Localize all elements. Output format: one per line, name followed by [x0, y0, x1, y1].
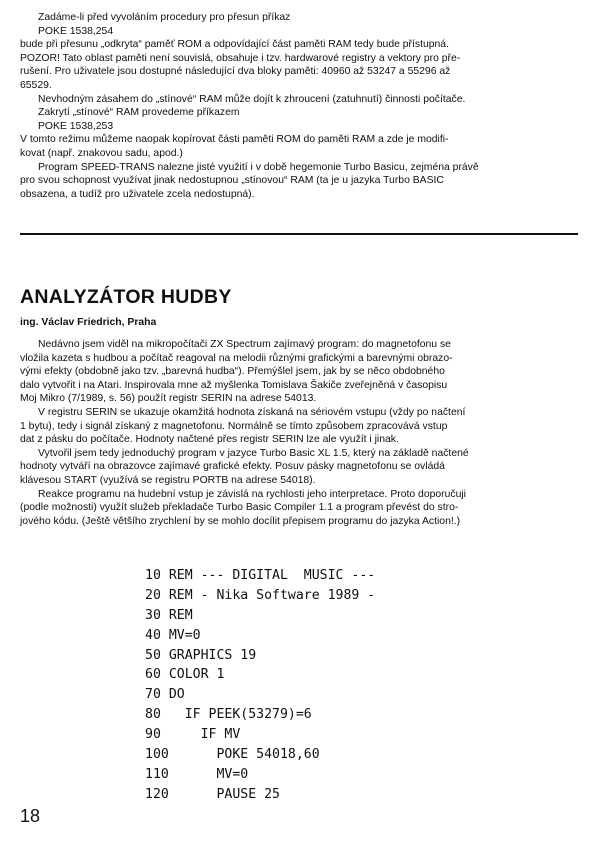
- text-line: Zakrytí „stínové“ RAM provedeme příkazem: [38, 107, 240, 119]
- article-title: ANALYZÁTOR HUDBY: [20, 286, 232, 308]
- text-line: dat z pásku do počítače. Hodnoty načtené přes registr SERIN lze ale využít i jinak.: [20, 434, 399, 446]
- text-line: Program SPEED-TRANS nalezne jisté využití i v době hegemonie Turbo Basicu, zejména právě: [38, 161, 479, 173]
- text-line: pro svou schopnost využívat jinak nedostupnou „stínovou“ RAM (ta je u jazyka Turbo BASIC: [20, 175, 444, 187]
- code-line: 120 PAUSE 25: [145, 786, 280, 802]
- article-author: ing. Václav Friedrich, Praha: [20, 317, 157, 328]
- text-line: V tomto režimu můžeme naopak kopírovat části paměti ROM do paměti RAM a zde je modifi-: [20, 134, 449, 146]
- code-line: 20 REM - Nika Software 1989 -: [145, 587, 376, 603]
- code-line: 100 POKE 54018,60: [145, 747, 320, 763]
- text-line: POZOR! Tato oblast paměti není souvislá, obsahuje i tzv. hardwarové registry a vektory pro pře-: [20, 52, 461, 64]
- code-line: 30 REM: [145, 607, 193, 623]
- basic-listing: [145, 566, 375, 805]
- text-line: Nevhodným zásahem do „stínové“ RAM může dojít k zhroucení (zatuhnutí) činnosti počítače.: [38, 93, 466, 105]
- text-line: klávesou START (využívá se registru PORTB na adrese 54018).: [20, 474, 316, 486]
- text-line: Nedávno jsem viděl na mikropočítači ZX Spectrum zajímavý program: do magnetofonu se: [38, 339, 451, 350]
- text-line: dalo vytvořit i na Atari. Inspirovala mne až myšlenka Tomislava Šakiče zveřejněná v časopisu: [20, 379, 448, 391]
- text-line: vými efekty (obdobně jako tzv. „barevná hudba“). Přemýšlel jsem, jak by se něco obdobného: [20, 366, 445, 378]
- text-line: (podle možnosti) využít služeb překladače Turbo Basic Compiler 1.1 a program převést do stro-: [20, 502, 459, 514]
- code-line: 40 MV=0: [145, 627, 201, 643]
- text-line: rušení. Pro uživatele jsou dostupné následující dva bloky paměti: 40960 až 53247 a 55296 až: [20, 66, 451, 78]
- text-line: POKE 1538,253: [38, 120, 114, 132]
- text-line: POKE 1538,254: [38, 25, 114, 37]
- text-line: Vytvořil jsem tedy jednoduchý program v jazyce Turbo Basic XL 1.5, který na základě načtené: [38, 447, 469, 459]
- text-line: kovat (např. znakovou sadu, apod.): [20, 147, 183, 159]
- code-line: 60 COLOR 1: [145, 667, 225, 683]
- code-line: 50 GRAPHICS 19: [145, 647, 257, 663]
- text-line: V registru SERIN se ukazuje okamžitá hodnota získaná na sériovém vstupu (vždy po načtení: [38, 406, 466, 418]
- text-line: bude při přesunu „odkryta“ paměť ROM a odpovídající část paměti RAM tedy bude přístupná.: [20, 39, 449, 51]
- text-line: Moj Mikro (7/1989, s. 56) použít registr SERIN na adrese 54013.: [20, 393, 317, 405]
- article-body: [20, 338, 582, 528]
- text-line: jového kódu. (Ještě většího zrychlení by se mohlo docílit přepisem programu do jazyka Action!.): [20, 515, 461, 527]
- text-line: vložila kazeta s hudbou a počítač reagoval na melodii různými grafickými a barevnými obrazo-: [20, 352, 453, 364]
- code-line: 110 MV=0: [145, 766, 249, 782]
- text-line: 65529.: [20, 79, 52, 91]
- text-line: obsazena, a tudíž pro uživatele zcela nedostupná).: [20, 188, 255, 200]
- previous-article-text: [20, 11, 582, 201]
- text-line: hodnoty vytváří na obrazovce zajímavé grafické efekty. Posuv pásky magnetofonu se ovládá: [20, 461, 445, 473]
- text-line: Reakce programu na hudební vstup je závislá na rychlosti jeho interpretace. Proto doporučuji: [38, 488, 466, 500]
- code-line: 70 DO: [145, 687, 185, 703]
- text-line: Zadáme-li před vyvoláním procedury pro přesun příkaz: [38, 12, 291, 23]
- code-line: 90 IF MV: [145, 727, 241, 743]
- page-number: 18: [20, 806, 41, 826]
- code-line: 10 REM --- DIGITAL MUSIC ---: [145, 568, 376, 583]
- section-divider: [20, 233, 578, 235]
- code-line: 80 IF PEEK(53279)=6: [145, 707, 312, 723]
- text-line: 1 bytu), tedy i signál získaný z magnetofonu. Normálně se tímto způsobem zpracovává vstup: [20, 420, 448, 432]
